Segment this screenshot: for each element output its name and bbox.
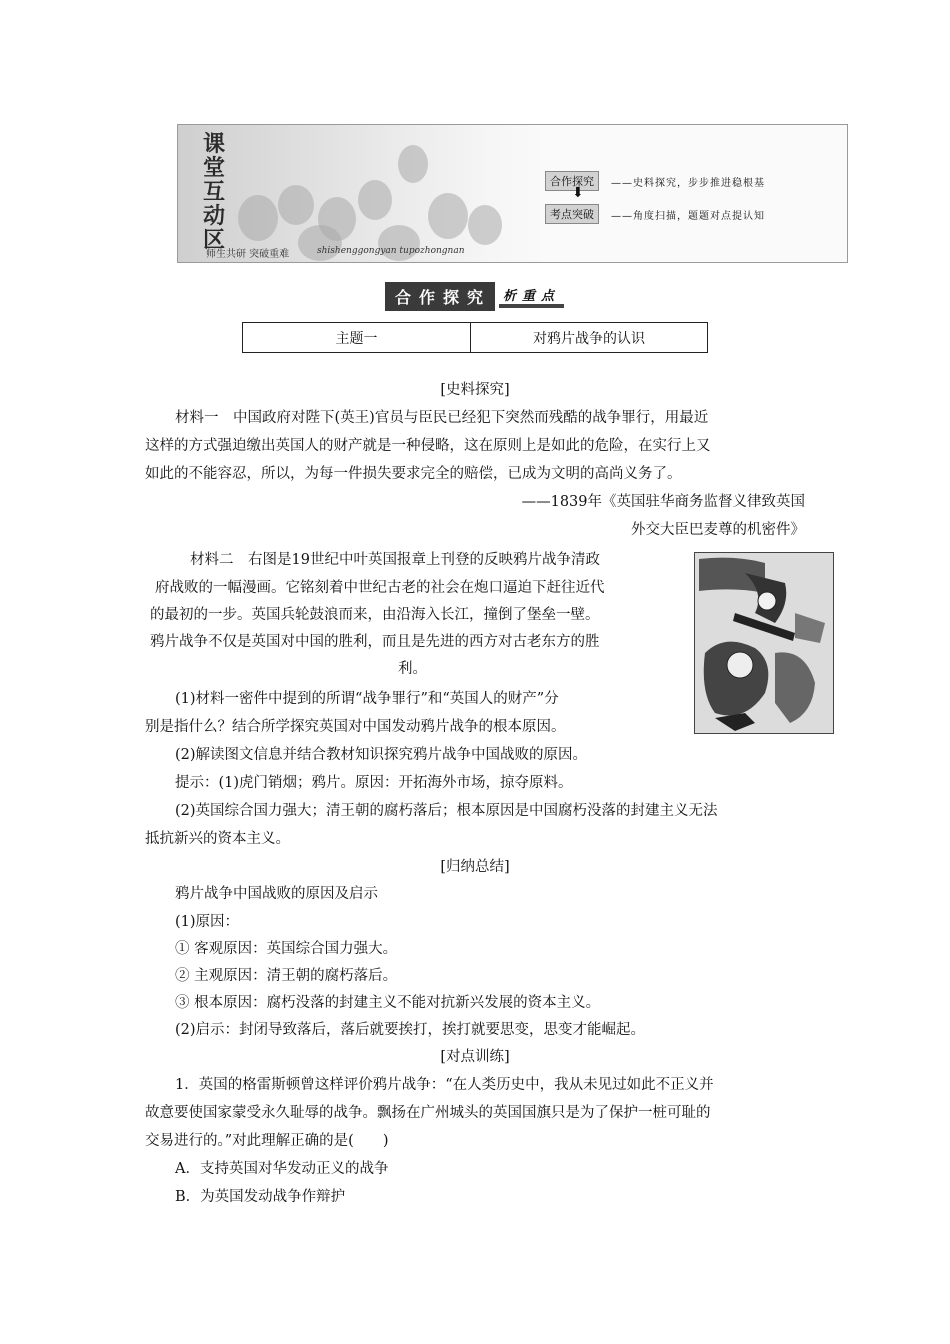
exercise-option-b: B．为英国发动战争作辩护 xyxy=(175,1189,346,1205)
material2-line4: 鸦片战争不仅是英国对中国的胜利，而且是先进的西方对古老东方的胜 xyxy=(150,634,600,650)
tag-cooperative-inquiry-desc: ——史料探究，步步推进稳根基 xyxy=(611,178,765,189)
summary-reason-1: ① 客观原因：英国综合国力强大。 xyxy=(175,941,398,957)
question1-line1: (1)材料一密件中提到的所谓“战争罪行”和“英国人的财产”分 xyxy=(175,691,559,707)
theme-topic: 对鸦片战争的认识 xyxy=(471,323,708,353)
exercise-option-a: A．支持英国对华发动正义的战争 xyxy=(175,1161,389,1177)
exercise-line3: 交易进行的。”对此理解正确的是( ) xyxy=(145,1133,389,1149)
summary-lesson: (2)启示：封闭导致落后，落后就要挨打，挨打就要思变，思变才能崛起。 xyxy=(175,1022,646,1038)
summary-reason-2: ② 主观原因：清王朝的腐朽落后。 xyxy=(175,968,398,984)
arrow-down-icon: ⬇ xyxy=(572,185,584,201)
section-heading-exercise: [对点训练] xyxy=(440,1049,510,1065)
hint2-line2: 抵抗新兴的资本主义。 xyxy=(145,831,290,847)
hint2-line1: (2)英国综合国力强大；清王朝的腐朽落后；根本原因是中国腐朽没落的封建主义无法 xyxy=(175,803,718,819)
material1-line3: 如此的不能容忍，所以，为每一件损失要求完全的赔偿，已成为文明的高尚义务了。 xyxy=(145,466,682,482)
tag-key-points-desc: ——角度扫描，题题对点提认知 xyxy=(611,211,765,222)
hint1: 提示：(1)虎门销烟；鸦片。原因：开拓海外市场，掠夺原料。 xyxy=(175,775,573,791)
opium-war-cartoon-image xyxy=(694,552,834,734)
material2-line2: 府战败的一幅漫画。它铭刻着中世纪古老的社会在炮口逼迫下赶往近代 xyxy=(155,580,605,596)
material1-line1: 材料一 中国政府对陛下(英王)官员与臣民已经犯下突然而残酷的战争罪行，用最近 xyxy=(175,410,709,426)
tag-cooperative-inquiry: 合作探究 xyxy=(545,171,599,191)
material1-source-line1: ——1839年《英国驻华商务监督义律致英国 xyxy=(521,494,805,510)
section-heading-sources: [史料探究] xyxy=(440,382,510,398)
material1-line2: 这样的方式强迫缴出英国人的财产就是一种侵略，这在原则上是如此的危险，在实行上又 xyxy=(145,438,711,454)
subhead-tail: 析重点 xyxy=(499,285,564,308)
banner-title: 课 堂 互 动 区 xyxy=(202,132,225,253)
material1-source-line2: 外交大臣巴麦尊的机密件》 xyxy=(631,522,805,538)
question2: (2)解读图文信息并结合教材知识探究鸦片战争中国战败的原因。 xyxy=(175,747,588,763)
material2-line1: 材料二 右图是19世纪中叶英国报章上刊登的反映鸦片战争清政 xyxy=(190,552,600,568)
exercise-line1: 1．英国的格雷斯顿曾这样评价鸦片战争：“在人类历史中，我从未见过如此不正义并 xyxy=(175,1077,714,1093)
section-banner xyxy=(177,124,848,263)
material2-line3: 的最初的一步。英国兵轮鼓浪而来，由沿海入长江，撞倒了堡垒一壁。 xyxy=(150,607,600,623)
banner-subtitle: 师生共研 突破重难 xyxy=(206,249,290,260)
summary-reasons-label: (1)原因： xyxy=(175,914,240,930)
theme-table xyxy=(242,322,708,353)
summary-title: 鸦片战争中国战败的原因及启示 xyxy=(175,886,378,902)
theme-number: 主题一 xyxy=(243,323,471,353)
subhead xyxy=(385,282,564,310)
material2-line5: 利。 xyxy=(398,661,427,677)
banner-subtitle-pinyin: shishenggongyan tupozhongnan xyxy=(317,246,465,256)
question1-line2: 别是指什么？结合所学探究英国对中国发动鸦片战争的根本原因。 xyxy=(145,719,566,735)
classroom-photo xyxy=(178,125,548,262)
summary-reason-3: ③ 根本原因：腐朽没落的封建主义不能对抗新兴发展的资本主义。 xyxy=(175,995,601,1011)
section-heading-summary: [归纳总结] xyxy=(440,859,510,875)
exercise-line2: 故意要使国家蒙受永久耻辱的战争。飘扬在广州城头的英国国旗只是为了保护一桩可耻的 xyxy=(145,1105,711,1121)
tag-key-points: 考点突破 xyxy=(545,204,599,224)
subhead-box: 合作探究 xyxy=(385,282,495,311)
